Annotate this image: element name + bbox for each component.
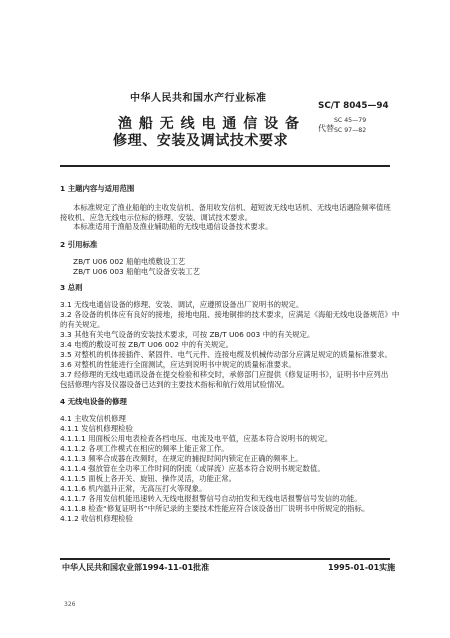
header-rule bbox=[60, 165, 390, 167]
paragraph-line: 3.1 无线电通信设备的修理、安装、调试，应遵照设备出厂说明书的规定。 bbox=[60, 300, 304, 309]
paragraph-line: 4.1 主收发信机修理 bbox=[60, 414, 126, 423]
paragraph-line: 4.1.1.3 频率合成器在改频时，在规定的捕捉时间内锁定在正确的频率上。 bbox=[60, 454, 303, 463]
page-number: 326 bbox=[64, 601, 76, 608]
approval-line: 中华人民共和国农业部1994-11-01批准 bbox=[62, 563, 210, 572]
section-heading: 4 无线电设备的修理 bbox=[60, 397, 127, 406]
replaces-standard-1: SC 45—79 bbox=[334, 117, 367, 124]
paragraph-line: 3.2 各设备的机体应有良好的接地，接地电阻、接地铜排的技术要求，应满足《海船无线电设备规范》中 bbox=[60, 310, 400, 319]
paragraph-line: 3.7 经修理的无线电通讯设备在提交检验和移交时，承修部门应提供《修复证明书》，证明书中应列出 bbox=[60, 370, 389, 379]
paragraph-line: 包括修理内容及仪器设备已达到的主要技术指标和航行效用试验情况。 bbox=[60, 380, 290, 389]
standard-number: SC/T 8045—94 bbox=[318, 101, 389, 111]
paragraph-line: 4.1.2 收信机修理检验 bbox=[60, 514, 133, 523]
paragraph-line: 4.1.1.7 各用发信机能迅速转入无线电报报警信号自动拍发和无线电话报警信号发信的功能。 bbox=[60, 494, 362, 503]
paragraph-line: 3.4 电缆的敷设可按 ZB/T U06 002 中的有关规定。 bbox=[60, 340, 234, 349]
paragraph-line: 本标准规定了渔业船舶的主收发信机、备用收发信机、超短波无线电话机、无线电话遇险频率值班 bbox=[73, 203, 391, 212]
paragraph-line: 本标准适用于渔船及渔业辅助船的无线电通信设备技术要求。 bbox=[73, 222, 273, 231]
paragraph-line: 3.6 对整机的性能进行全面测试，应达到说明书中规定的质量标准要求。 bbox=[60, 360, 296, 369]
paragraph-line: ZB/T U06 003 船舶电气设备安装工艺 bbox=[73, 267, 201, 276]
effective-date: 1995-01-01实施 bbox=[328, 563, 396, 572]
replaces-standard-2: SC 97—82 bbox=[334, 127, 367, 134]
paragraph-line: 4.1.1.8 检查“修复证明书”中所记录的主要技术性能应符合该设备出厂说明书中所规定的指标。 bbox=[60, 504, 370, 513]
paragraph-line: 4.1.1.1 用面板公用电表检查各档电压、电流及电平值，应基本符合说明书的规定。 bbox=[60, 434, 333, 443]
footer-rule bbox=[60, 558, 390, 560]
paragraph-line: 4.1.1.5 面板上各开关、旋钮、操作灵活，功能正常。 bbox=[60, 474, 237, 483]
paragraph-line: 接收机、应急无线电示位标的修理、安装、调试技术要求。 bbox=[60, 213, 253, 222]
section-heading: 2 引用标准 bbox=[60, 240, 98, 249]
paragraph-line: 4.1.1.4 强放管在全功率工作时间的阴流（或屏流）应基本符合说明书规定数值。 bbox=[60, 464, 325, 473]
replaces-label: 代替 bbox=[318, 124, 334, 133]
paragraph-line: 4.1.1.2 各项工作模式在相应的频率上能正常工作。 bbox=[60, 444, 229, 453]
industry-standard-line: 中华人民共和国水产行业标准 bbox=[130, 93, 267, 104]
document-title-line1: 渔 船 无 线 电 通 信 设 备 bbox=[118, 116, 300, 132]
paragraph-line: 4.1.1.6 机内温升正常，无高压打火等现象。 bbox=[60, 484, 207, 493]
paragraph-line: 3.3 其他有关电气设备的安装技术要求，可按 ZB/T U06 003 中的有关规定。 bbox=[60, 330, 315, 339]
paragraph-line: 4.1.1 发信机修理检验 bbox=[60, 424, 133, 433]
document-title-line2: 修理、安装及调试技术要求 bbox=[113, 133, 289, 149]
paragraph-line: ZB/T U06 002 船舶电缆敷设工艺 bbox=[73, 257, 186, 266]
section-heading: 1 主题内容与适用范围 bbox=[60, 184, 135, 193]
paragraph-line: 的有关规定。 bbox=[60, 320, 105, 329]
section-heading: 3 总则 bbox=[60, 283, 83, 292]
paragraph-line: 3.5 对整机的机体接插件、紧固件、电气元件、连接电缆及机械传动部分应满足规定的质量标准要求。 bbox=[60, 350, 392, 359]
